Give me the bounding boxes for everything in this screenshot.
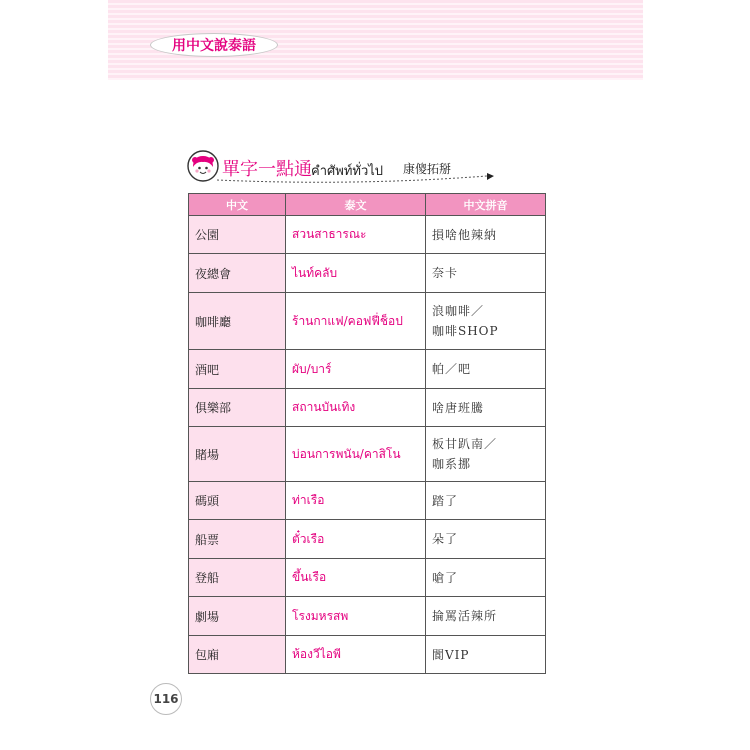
table-row (189, 389, 546, 427)
section-title: 單字一點通 (222, 159, 312, 180)
thai-cell: ท่าเรือ (286, 482, 426, 520)
pinyin-cell: 朵了 (426, 520, 546, 559)
table-row (189, 427, 546, 482)
pinyin-cell: 掄罵活辣所 (426, 597, 546, 636)
table-row (189, 520, 546, 559)
pinyin-cell: 嗆了 (426, 559, 546, 597)
pinyin-cell: 板甘趴南／ 咖系挪 (426, 427, 546, 482)
page-number: 116 (150, 683, 182, 715)
table-row (189, 559, 546, 597)
chinese-cell: 酒吧 (189, 350, 286, 389)
thai-cell: ไนท์คลับ (286, 254, 426, 293)
section-title-thai: คำศัพท์ทั่วไป (311, 164, 384, 179)
vocab-table (188, 193, 546, 674)
header-pinyin: 中文拼音 (426, 194, 546, 216)
table-row (189, 597, 546, 636)
thai-cell: โรงมหรสพ (286, 597, 426, 636)
thai-cell: สถานบันเทิง (286, 389, 426, 427)
table-row (189, 216, 546, 254)
table-header-row (189, 194, 546, 216)
thai-cell: ห้องวีไอพี (286, 636, 426, 674)
chinese-cell: 劇場 (189, 597, 286, 636)
pinyin-cell: 閬VIP (426, 636, 546, 674)
chinese-cell: 碼頭 (189, 482, 286, 520)
table-row (189, 636, 546, 674)
pinyin-cell: 啥唐班騰 (426, 389, 546, 427)
chinese-cell: 包廂 (189, 636, 286, 674)
pinyin-cell: 損啥他辣納 (426, 216, 546, 254)
chinese-cell: 船票 (189, 520, 286, 559)
section-header (187, 150, 507, 190)
pinyin-cell: 浪咖啡／ 咖啡SHOP (426, 293, 546, 350)
chinese-cell: 賭場 (189, 427, 286, 482)
dotted-arrow-icon (215, 172, 495, 186)
thai-cell: บ่อนการพนัน/คาสิโน (286, 427, 426, 482)
table-row (189, 350, 546, 389)
thai-cell: ตั๋วเรือ (286, 520, 426, 559)
chinese-cell: 夜總會 (189, 254, 286, 293)
pinyin-cell: 帕／吧 (426, 350, 546, 389)
thai-cell: ร้านกาแฟ/คอฟฟี่ช็อป (286, 293, 426, 350)
thai-cell: ผับ/บาร์ (286, 350, 426, 389)
table-body (189, 216, 546, 674)
chinese-cell: 俱樂部 (189, 389, 286, 427)
table-row (189, 293, 546, 350)
table-row (189, 254, 546, 293)
chinese-cell: 登船 (189, 559, 286, 597)
table-row (189, 482, 546, 520)
thai-cell: สวนสาธารณะ (286, 216, 426, 254)
section-title-pron: 康傻拓掰 (403, 162, 452, 176)
chapter-title: 用中文說泰語 (172, 38, 256, 54)
pinyin-cell: 奈卡 (426, 254, 546, 293)
thai-cell: ขึ้นเรือ (286, 559, 426, 597)
pinyin-cell: 踏了 (426, 482, 546, 520)
header-chinese: 中文 (189, 194, 286, 216)
header-thai: 泰文 (286, 194, 426, 216)
chinese-cell: 公園 (189, 216, 286, 254)
chinese-cell: 咖啡廳 (189, 293, 286, 350)
chapter-title-pill (150, 33, 278, 57)
